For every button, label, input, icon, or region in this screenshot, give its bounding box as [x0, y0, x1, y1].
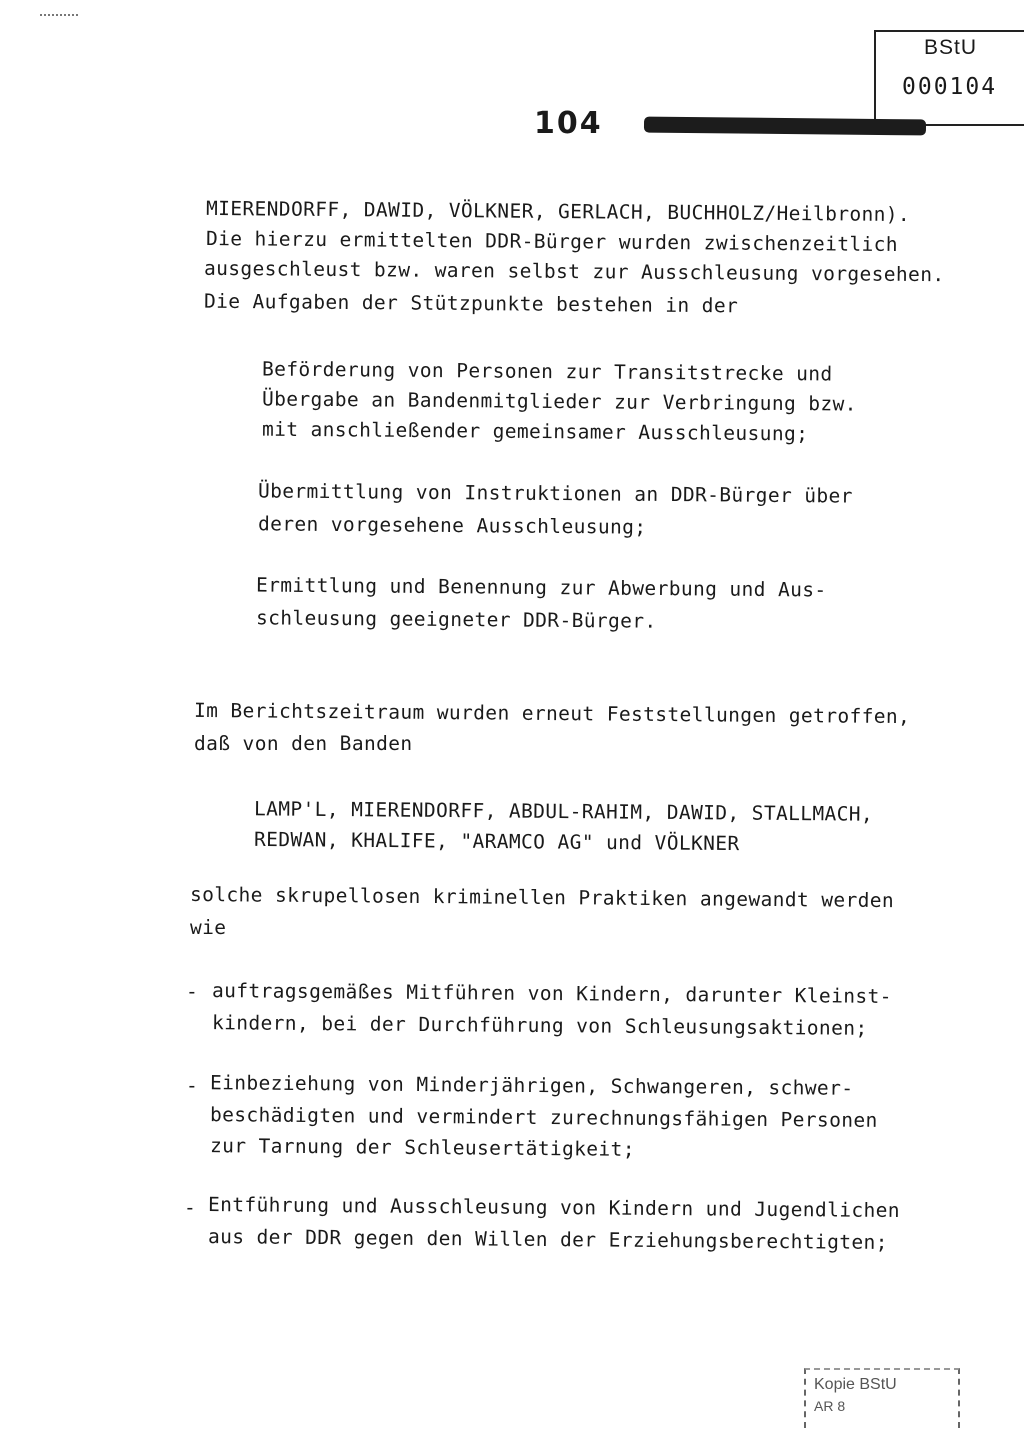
text-line: ausgeschleust bzw. waren selbst zur Ausschleusung vorgesehen. — [203, 256, 945, 287]
text-line: Im Berichtszeitraum wurden erneut Feststellungen getroffen, — [193, 698, 911, 729]
text-line: kindern, bei der Durchführung von Schleusungsaktionen; — [211, 1011, 868, 1040]
text-line: daß von den Banden — [194, 732, 413, 755]
bullet-dash: - — [186, 1074, 198, 1097]
bullet-dash: - — [184, 1196, 196, 1219]
text-line: REDWAN, KHALIFE, "ARAMCO AG" und VÖLKNER — [253, 827, 740, 856]
text-line: Übergabe an Bandenmitglieder zur Verbringung bzw. — [261, 387, 857, 416]
text-line: Beförderung von Personen zur Transitstrecke und — [261, 357, 833, 386]
text-line: beschädigten und vermindert zurechnungsfähigen Personen — [209, 1103, 878, 1132]
text-line: schleusung geeigneter DDR-Bürger. — [255, 606, 657, 633]
text-line: auftragsgemäßes Mitführen von Kindern, darunter Kleinst- — [211, 979, 892, 1008]
text-line: deren vorgesehene Ausschleusung; — [257, 512, 647, 539]
redaction-bar — [644, 117, 926, 136]
text-line: Ermittlung und Benennung zur Abwerbung und Aus- — [255, 573, 827, 602]
archive-stamp-number: 000104 — [902, 74, 998, 100]
copy-stamp-code: AR 8 — [814, 1398, 846, 1414]
text-line: solche skrupellosen kriminellen Praktiken angewandt werden — [189, 882, 895, 913]
archive-stamp-label: BStU — [924, 36, 978, 59]
text-line: zur Tarnung der Schleusertätigkeit; — [209, 1134, 636, 1161]
text-line: wie — [190, 916, 227, 939]
page-number: 104 — [534, 106, 603, 141]
text-line: MIERENDORFF, DAWID, VÖLKNER, GERLACH, BUCHHOLZ/Heilbronn). — [205, 196, 911, 227]
text-line: LAMP'L, MIERENDORFF, ABDUL-RAHIM, DAWID, STALLMACH, — [253, 797, 874, 826]
corner-mark — [40, 14, 78, 22]
text-line: mit anschließender gemeinsamer Ausschleusung; — [261, 417, 809, 446]
archive-stamp — [874, 30, 1024, 126]
text-line: Einbeziehung von Minderjährigen, Schwangeren, schwer- — [209, 1071, 854, 1100]
copy-stamp — [804, 1368, 960, 1428]
text-line: Übermittlung von Instruktionen an DDR-Bürger über — [257, 479, 853, 508]
text-line: Die Aufgaben der Stützpunkte bestehen in der — [203, 289, 739, 318]
text-line: Entführung und Ausschleusung von Kindern und Jugendlichen — [207, 1192, 901, 1223]
text-line: Die hierzu ermittelten DDR-Bürger wurden zwischenzeitlich — [205, 226, 899, 257]
copy-stamp-label: Kopie BStU — [814, 1376, 897, 1393]
bullet-dash: - — [186, 980, 198, 1003]
text-line: aus der DDR gegen den Willen der Erziehungsberechtigten; — [207, 1225, 888, 1254]
